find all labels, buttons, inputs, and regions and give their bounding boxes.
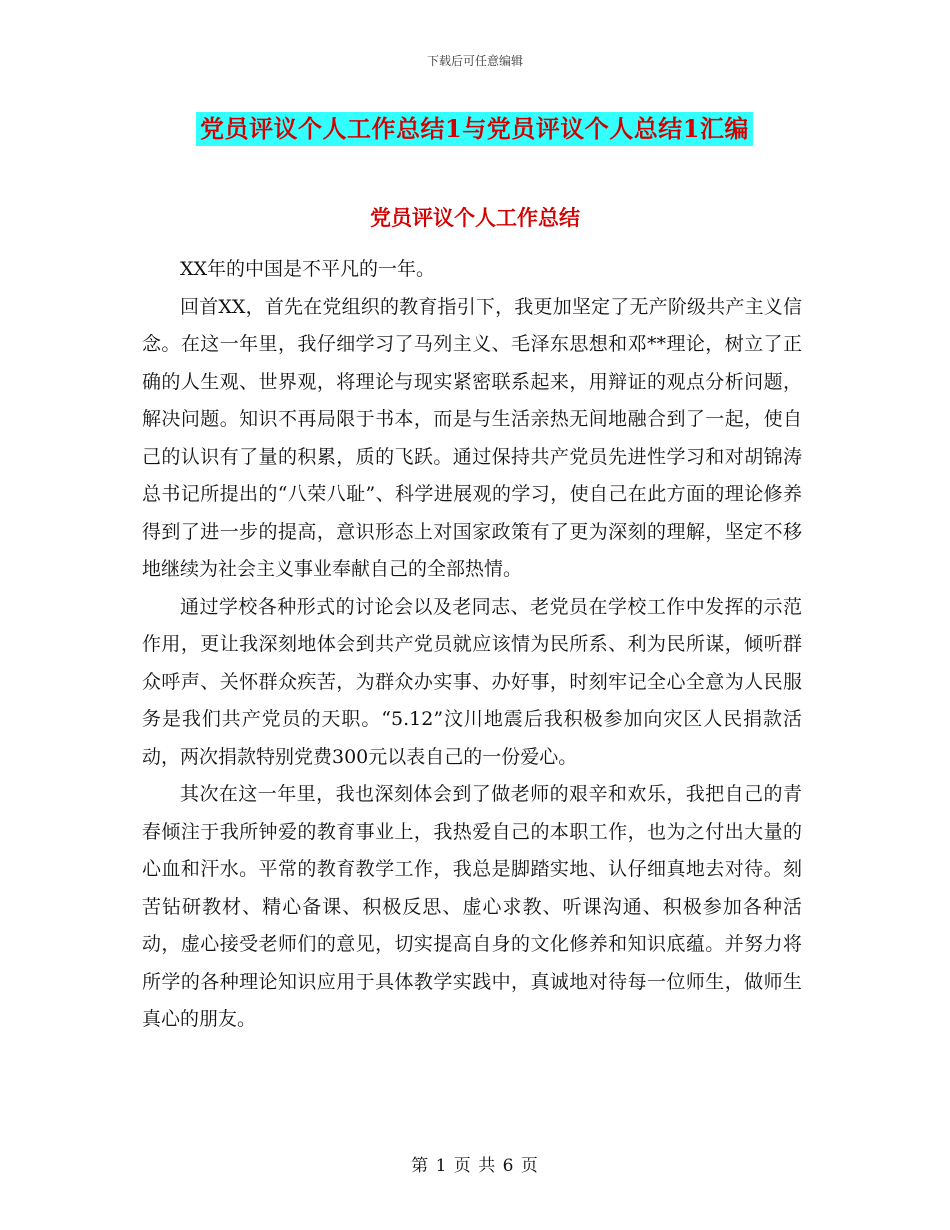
document-title-block [196,112,753,146]
section-title: 党员评议个人工作总结 [370,205,580,230]
header-note: 下载后可任意编辑 [426,54,523,68]
paragraph: 其次在这一年里，我也深刻体会到了做老师的艰辛和欢乐，我把自己的青春倾注于我所钟爱的教育事业上，我热爱自己的本职工作，也为之付出大量的心血和汗水。平常的教育教学工作，我总是脚踏实地、认仔细真地去对待。刻苦钻研教材、精心备课、积极反思、虚心求教、听课沟通、积极参加各种活动，虚心接受老师们的意见，切实提高自身的文化修养和知识底蕴。并努力将所学的各种理论知识应用于具体教学实践中，真诚地对待每一位师生，做师生真心的朋友。 [142,783,802,1030]
paragraph: 通过学校各种形式的讨论会以及老同志、老党员在学校工作中发挥的示范作用，更让我深刻地体会到共产党员就应该情为民所系、利为民所谋，倾听群众呼声、关怀群众疾苦，为群众办实事、办好事，时刻牢记全心全意为人民服务是我们共产党员的天职。“5.12”汶川地震后我积极参加向灾区人民捐款活动，两次捐款特别党费300元以表自己的一份爱心。 [142,595,802,768]
paragraph: 回首XX，首先在党组织的教育指引下，我更加坚定了无产阶级共产主义信念。在这一年里，我仔细学习了马列主义、毛泽东思想和邓**理论，树立了正确的人生观、世界观，将理论与现实紧密联系起来，用辩证的观点分析问题，解决问题。知识不再局限于书本，而是与生活亲热无间地融合到了一起，使自己的认识有了量的积累，质的飞跃。通过保持共产党员先进性学习和对胡锦涛总书记所提出的“八荣八耻”、科学进展观的学习，使自己在此方面的理论修养得到了进一步的提高，意识形态上对国家政策有了更为深刻的理解，坚定不移地继续为社会主义事业奉献自己的全部热情。 [142,295,802,580]
page-footer: 第 1 页 共 6 页 [411,1156,539,1176]
paragraph: XX年的中国是不平凡的一年。 [180,258,436,280]
document-title: 党员评议个人工作总结1与党员评议个人总结1汇编 [196,112,753,146]
body-text [142,251,802,1039]
